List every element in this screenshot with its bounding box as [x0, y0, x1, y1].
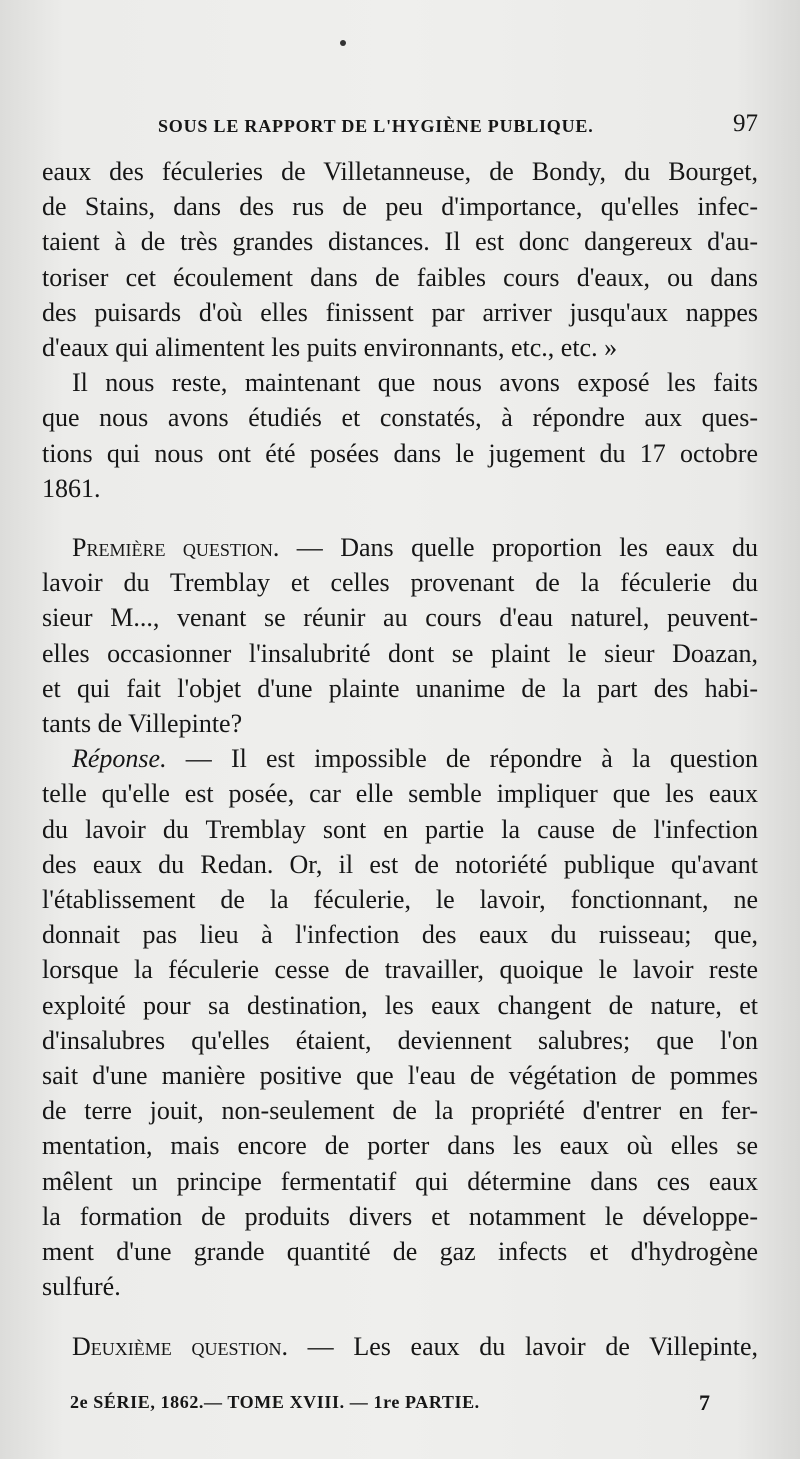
first-answer — [42, 741, 758, 1304]
text-line: elles occasionner l'insalubrité dont se plaint le sieur Doazan, — [42, 638, 758, 668]
answer-label: Réponse. — [72, 744, 167, 774]
text-line: sieur M..., venant se réunir au cours d'eau naturel, peuvent- — [42, 603, 758, 633]
text-line: telle qu'elle est posée, car elle semble impliquer que les eaux — [42, 779, 758, 809]
text-line: donnait pas lieu à l'infection des eaux du ruisseau; que, — [42, 920, 758, 950]
text-line: de Stains, dans des rus de peu d'importance, qu'elles infec- — [42, 192, 758, 222]
text-line: des eaux du Redan. Or, il est de notoriété publique qu'avant — [42, 849, 758, 879]
text-line: de terre jouit, non-seulement de la propriété d'entrer en fer- — [42, 1096, 758, 1126]
text-line: lorsque la féculerie cesse de travailler, quoique le lavoir reste — [42, 955, 758, 985]
text-line: toriser cet écoulement dans de faibles cours d'eaux, ou dans — [42, 262, 758, 292]
series-signature: 2e SÉRIE, 1862.— TOME XVIII. — 1re PARTIE. — [70, 1392, 480, 1412]
question-label: Deuxième question. — [72, 1331, 288, 1361]
text-line: Réponse. — Il est impossible de répondre à la question — [72, 744, 758, 774]
sheet-number: 7 — [699, 1390, 710, 1415]
text-line: Deuxième question. — Les eaux du lavoir de Villepinte, — [72, 1331, 758, 1361]
question-label: Première question. — [72, 533, 280, 563]
second-question — [42, 1329, 758, 1364]
text-line: Première question. — Dans quelle proportion les eaux du — [72, 533, 759, 563]
text-line: taient à de très grandes distances. Il est donc dangereux d'au- — [42, 227, 758, 257]
text-line: sait d'une manière positive que l'eau de végétation de pommes — [42, 1061, 758, 1091]
page-number: 97 — [733, 110, 758, 137]
text-line: Il nous reste, maintenant que nous avons exposé les faits — [72, 368, 758, 398]
text-line: mêlent un principe fermentatif qui détermine dans ces eaux — [42, 1166, 758, 1196]
text-line: 1861. — [42, 473, 101, 503]
paragraph-quote-end — [42, 154, 758, 365]
ink-speck — [340, 40, 346, 46]
text-line: ment d'une grande quantité de gaz infects et d'hydrogène — [42, 1237, 758, 1267]
text-line: que nous avons étudiés et constatés, à répondre aux ques- — [42, 403, 758, 433]
first-question — [42, 530, 758, 741]
running-head — [158, 110, 758, 137]
text-line: eaux des féculeries de Villetanneuse, de Bondy, du Bourget, — [42, 157, 758, 186]
text-line: mentation, mais encore de porter dans les eaux où elles se — [42, 1131, 758, 1161]
text-line: exploité pour sa destination, les eaux changent de nature, et — [42, 990, 758, 1020]
text-line: d'insalubres qu'elles étaient, deviennent salubres; que l'on — [42, 1025, 758, 1055]
text-line: d'eaux qui alimentent les puits environnants, etc., etc. » — [42, 333, 618, 363]
paragraph-intro — [42, 365, 758, 506]
text-line: lavoir du Tremblay et celles provenant de la féculerie du — [42, 568, 758, 598]
text-line: l'établissement de la féculerie, le lavoir, fonctionnant, ne — [42, 885, 758, 915]
text-line: du lavoir du Tremblay sont en partie la cause de l'infection — [42, 814, 758, 844]
text-line: des puisards d'où elles finissent par arriver jusqu'aux nappes — [42, 297, 758, 327]
text-line: la formation de produits divers et notamment le développe- — [42, 1201, 758, 1231]
running-title: SOUS LE RAPPORT DE L'HYGIÈNE PUBLIQUE. — [158, 116, 594, 136]
text-line: et qui fait l'objet d'une plainte unanime de la part des habi- — [42, 673, 758, 703]
text-line: tants de Villepinte? — [42, 709, 243, 739]
body-text — [42, 154, 758, 1364]
text-line: sulfuré. — [42, 1272, 121, 1302]
text-line: tions qui nous ont été posées dans le jugement du 17 octobre — [42, 438, 758, 468]
